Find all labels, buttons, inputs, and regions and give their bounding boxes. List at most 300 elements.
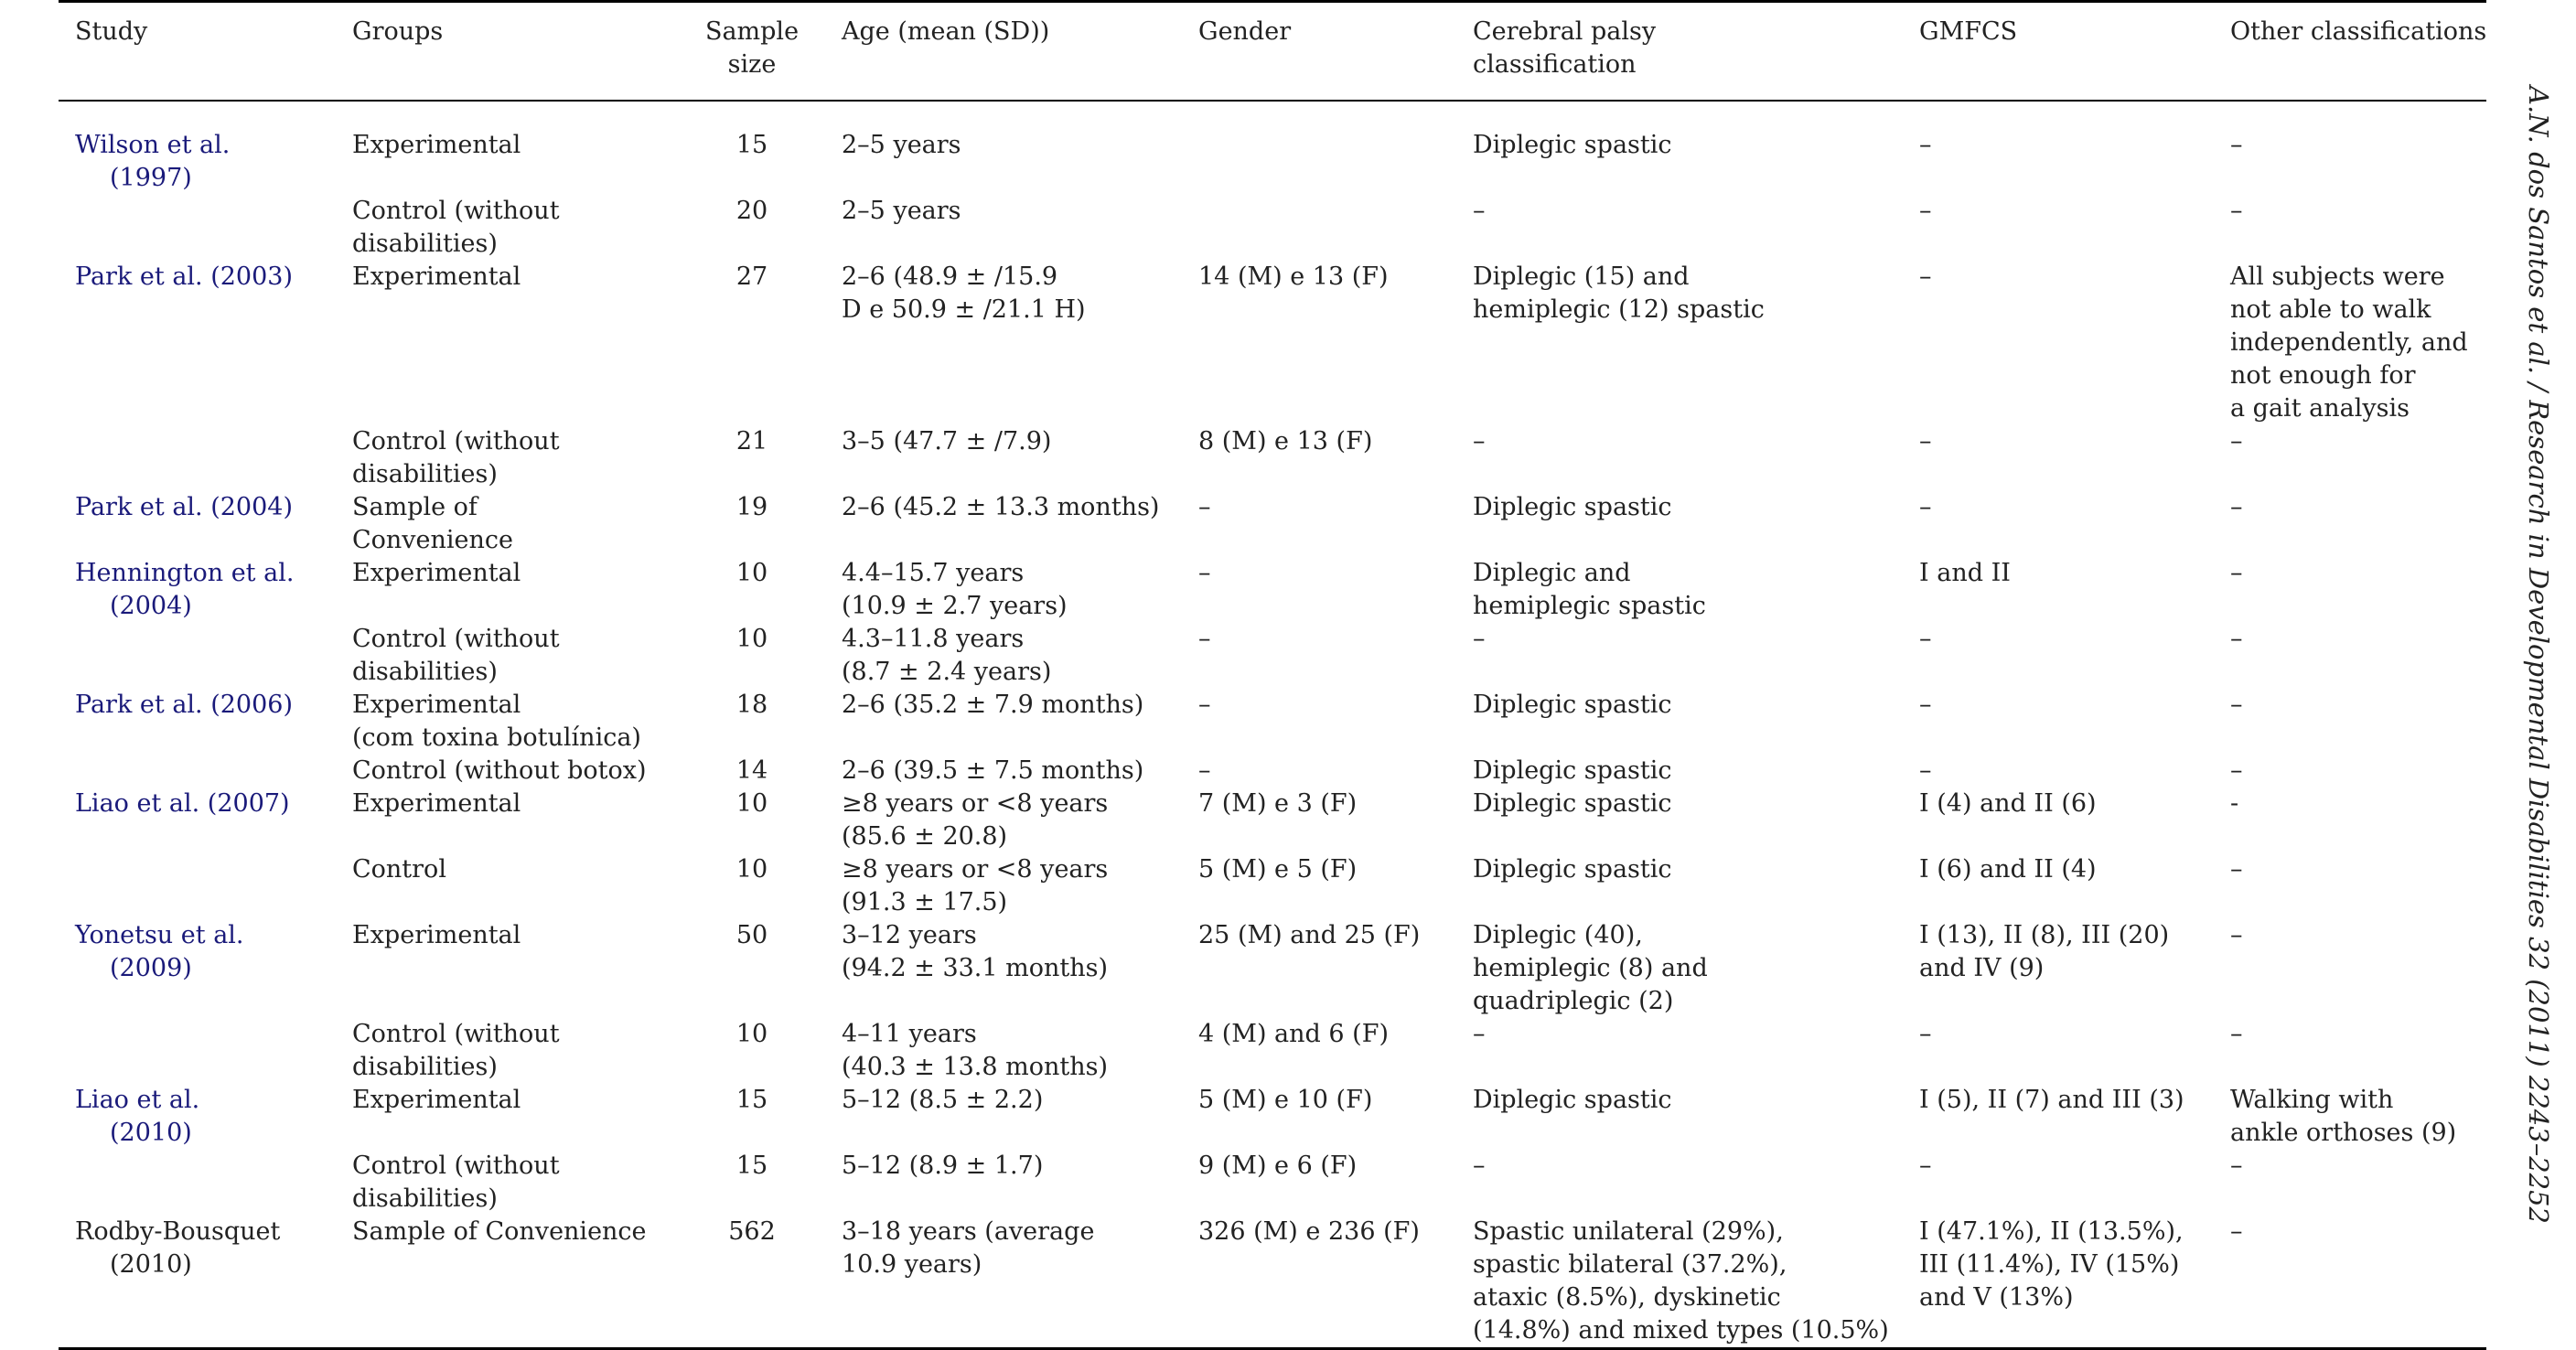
- cell-gender-line: –: [1198, 756, 1211, 785]
- cell-gmfcs-line: –: [1919, 1152, 1932, 1180]
- cell-gmfcs: [1903, 195, 2214, 261]
- cell-study: [59, 853, 336, 919]
- cell-group: [336, 491, 679, 557]
- cell-gmfcs-line: I (4) and II (6): [1919, 789, 2097, 818]
- header-gender: Gender: [1198, 17, 1292, 46]
- sample-size-value: 10: [735, 789, 768, 818]
- cell-age: [825, 195, 1182, 261]
- table-row: [59, 261, 2486, 425]
- cell-group-line: Sample of Convenience: [352, 1217, 647, 1246]
- cell-group-line: Sample of: [352, 493, 478, 521]
- table-row: [59, 1150, 2486, 1216]
- cell-gender: [1182, 689, 1456, 755]
- cell-other: [2214, 623, 2486, 689]
- cell-group-line: disabilities): [352, 460, 498, 488]
- cell-age-line: (91.3 ± 17.5): [842, 888, 1008, 916]
- cell-age-line: D e 50.9 ± /21.1 H): [842, 295, 1086, 324]
- cell-cp-classification-line: Spastic unilateral (29%),: [1473, 1217, 1784, 1246]
- cell-gmfcs-line: I (13), II (8), III (20): [1919, 921, 2170, 949]
- study-citation-link[interactable]: [75, 129, 230, 195]
- cell-cp-classification: [1456, 853, 1903, 919]
- cell-gmfcs-line: –: [1919, 262, 1932, 291]
- cell-group: [336, 1216, 679, 1349]
- header-cp-line: Cerebral palsy: [1473, 17, 1657, 46]
- cell-cp-classification-line: hemiplegic (12) spastic: [1473, 295, 1765, 324]
- sample-size-value: 10: [735, 625, 768, 653]
- cell-group-line: (com toxina botulínica): [352, 723, 641, 752]
- cell-sample-size: [679, 853, 825, 919]
- cell-cp-classification: [1456, 1150, 1903, 1216]
- cell-study[interactable]: [59, 101, 336, 195]
- cell-gmfcs-line: –: [1919, 427, 1932, 455]
- header-other-classifications: Other classifications: [2230, 17, 2487, 46]
- cell-gender: [1182, 101, 1456, 195]
- study-citation-link[interactable]: [75, 261, 293, 294]
- cell-sample-size: [679, 1216, 825, 1349]
- cell-gmfcs: [1903, 755, 2214, 788]
- sample-size-value: 18: [735, 691, 768, 719]
- study-citation-link[interactable]: [75, 1084, 199, 1150]
- cell-age: [825, 261, 1182, 425]
- sample-size-value: 19: [735, 493, 768, 521]
- cell-age-line: 2–5 years: [842, 197, 961, 225]
- cell-group-line: Control (without: [352, 197, 560, 225]
- cell-gmfcs-line: –: [1919, 197, 1932, 225]
- sample-size-value: 15: [735, 1086, 768, 1114]
- cell-age-line: (40.3 ± 13.8 months): [842, 1053, 1109, 1081]
- cell-other: [2214, 491, 2486, 557]
- cell-gender-line: 5 (M) e 5 (F): [1198, 855, 1358, 884]
- cell-cp-classification: [1456, 689, 1903, 755]
- cell-age: [825, 425, 1182, 491]
- cell-gmfcs: [1903, 853, 2214, 919]
- cell-gmfcs: [1903, 689, 2214, 755]
- cell-study[interactable]: [59, 491, 336, 557]
- table-row: [59, 755, 2486, 788]
- cell-group-line: Experimental: [352, 921, 521, 949]
- cell-gmfcs: [1903, 1216, 2214, 1349]
- cell-gmfcs-line: and V (13%): [1919, 1283, 2074, 1312]
- study-line: Park et al. (2004): [75, 493, 293, 521]
- cell-study: [59, 1150, 336, 1216]
- cell-age-line: (10.9 ± 2.7 years): [842, 592, 1068, 620]
- cell-other-line: –: [2230, 1217, 2243, 1246]
- study-line: Yonetsu et al.: [75, 921, 244, 949]
- cell-cp-classification: [1456, 623, 1903, 689]
- cell-group-line: Control (without: [352, 1020, 560, 1048]
- cell-other-line: a gait analysis: [2230, 394, 2410, 423]
- cell-study: [59, 623, 336, 689]
- cell-gmfcs-line: and IV (9): [1919, 954, 2045, 982]
- study-line: Hennington et al.: [75, 559, 295, 587]
- cell-other-line: not able to walk: [2230, 295, 2431, 324]
- cell-study[interactable]: [59, 788, 336, 853]
- cell-other-line: –: [2230, 427, 2243, 455]
- study-line: (2009): [110, 954, 192, 982]
- cell-gender-line: –: [1198, 691, 1211, 719]
- cell-gender-line: 4 (M) and 6 (F): [1198, 1020, 1389, 1048]
- cell-other-line: –: [2230, 1020, 2243, 1048]
- cell-study[interactable]: [59, 919, 336, 1018]
- study-line: Rodby-Bousquet: [75, 1217, 281, 1246]
- cell-study: [59, 195, 336, 261]
- cell-cp-classification: [1456, 919, 1903, 1018]
- cell-age-line: 4–11 years: [842, 1020, 977, 1048]
- table-row: [59, 491, 2486, 557]
- cell-age: [825, 755, 1182, 788]
- cell-other-line: not enough for: [2230, 361, 2416, 390]
- cell-other-line: –: [2230, 197, 2243, 225]
- cell-cp-classification-line: Diplegic (40),: [1473, 921, 1643, 949]
- cell-group-line: Experimental: [352, 691, 521, 719]
- cell-gender: [1182, 1216, 1456, 1349]
- cell-other-line: –: [2230, 691, 2243, 719]
- cell-other: [2214, 425, 2486, 491]
- cell-group: [336, 195, 679, 261]
- cell-sample-size: [679, 919, 825, 1018]
- table-row: [59, 557, 2486, 623]
- table-row: [59, 919, 2486, 1018]
- cell-gender: [1182, 788, 1456, 853]
- cell-sample-size: [679, 755, 825, 788]
- cell-group-line: disabilities): [352, 658, 498, 686]
- cell-gmfcs: [1903, 1084, 2214, 1150]
- cell-gmfcs-line: –: [1919, 756, 1932, 785]
- cell-group-line: Experimental: [352, 789, 521, 818]
- cell-gmfcs-line: I and II: [1919, 559, 2011, 587]
- cell-gender-line: 14 (M) e 13 (F): [1198, 262, 1389, 291]
- header-gmfcs: GMFCS: [1919, 17, 2018, 46]
- cell-sample-size: [679, 261, 825, 425]
- cell-sample-size: [679, 101, 825, 195]
- sample-size-value: 10: [735, 855, 768, 884]
- cell-group: [336, 1018, 679, 1084]
- study-line: (2010): [110, 1250, 192, 1279]
- sample-size-value: 10: [735, 559, 768, 587]
- cell-group: [336, 1150, 679, 1216]
- cell-study: [59, 755, 336, 788]
- table-row: [59, 853, 2486, 919]
- cell-cp-classification: [1456, 261, 1903, 425]
- cell-group: [336, 755, 679, 788]
- cell-cp-classification-line: –: [1473, 427, 1486, 455]
- cell-study: [59, 1018, 336, 1084]
- cell-gender-line: –: [1198, 625, 1211, 653]
- cell-group-line: Experimental: [352, 131, 521, 159]
- cell-cp-classification-line: –: [1473, 197, 1486, 225]
- cell-gmfcs: [1903, 1150, 2214, 1216]
- sample-size-value: 15: [735, 131, 768, 159]
- cell-group-line: Control (without: [352, 1152, 560, 1180]
- data-table-wrapper: [59, 0, 2486, 1350]
- table-row: [59, 101, 2486, 195]
- cell-cp-classification-line: Diplegic spastic: [1473, 131, 1672, 159]
- cell-group-line: Experimental: [352, 262, 521, 291]
- cell-gmfcs-line: I (5), II (7) and III (3): [1919, 1086, 2184, 1114]
- cell-cp-classification-line: Diplegic spastic: [1473, 691, 1672, 719]
- cell-age-line: 4.3–11.8 years: [842, 625, 1025, 653]
- cell-cp-classification-line: Diplegic spastic: [1473, 1086, 1672, 1114]
- sample-size-value: 27: [735, 262, 768, 291]
- cell-group: [336, 919, 679, 1018]
- cell-gender: [1182, 623, 1456, 689]
- cell-age: [825, 689, 1182, 755]
- cell-cp-classification-line: –: [1473, 625, 1486, 653]
- cell-age: [825, 1216, 1182, 1349]
- cell-group: [336, 1084, 679, 1150]
- sample-size-value: 20: [735, 197, 768, 225]
- cell-age-line: 3–5 (47.7 ± /7.9): [842, 427, 1052, 455]
- study-citation-link[interactable]: [75, 491, 293, 524]
- study-line: Park et al. (2003): [75, 262, 293, 291]
- cell-other-line: –: [2230, 1152, 2243, 1180]
- cell-gender: [1182, 755, 1456, 788]
- cell-group: [336, 788, 679, 853]
- study-citation: [75, 1216, 280, 1281]
- cell-other: [2214, 755, 2486, 788]
- cell-gmfcs: [1903, 491, 2214, 557]
- cell-age-line: 10.9 years): [842, 1250, 982, 1279]
- cell-sample-size: [679, 557, 825, 623]
- cell-age-line: 5–12 (8.5 ± 2.2): [842, 1086, 1044, 1114]
- cell-age: [825, 1084, 1182, 1150]
- cell-age-line: 2–6 (45.2 ± 13.3 months): [842, 493, 1160, 521]
- cell-gender: [1182, 1018, 1456, 1084]
- cell-gender-line: 7 (M) e 3 (F): [1198, 789, 1358, 818]
- cell-group-line: Control (without botox): [352, 756, 647, 785]
- cell-sample-size: [679, 1084, 825, 1150]
- cell-other: [2214, 853, 2486, 919]
- cell-age: [825, 1018, 1182, 1084]
- cell-gender-line: –: [1198, 493, 1211, 521]
- cell-cp-classification: [1456, 1084, 1903, 1150]
- cell-age-line: 2–6 (48.9 ± /15.9: [842, 262, 1058, 291]
- cell-age-line: (8.7 ± 2.4 years): [842, 658, 1052, 686]
- cell-sample-size: [679, 623, 825, 689]
- cell-cp-classification-line: hemiplegic (8) and: [1473, 954, 1708, 982]
- cell-cp-classification-line: Diplegic spastic: [1473, 756, 1672, 785]
- cell-gmfcs: [1903, 425, 2214, 491]
- cell-gmfcs: [1903, 788, 2214, 853]
- cell-gender: [1182, 557, 1456, 623]
- cell-gender: [1182, 1150, 1456, 1216]
- cell-group-line: Control (without: [352, 427, 560, 455]
- cell-cp-classification: [1456, 1018, 1903, 1084]
- sample-size-value: 21: [735, 427, 768, 455]
- cell-gender: [1182, 425, 1456, 491]
- cell-gmfcs-line: –: [1919, 493, 1932, 521]
- cell-age-line: (94.2 ± 33.1 months): [842, 954, 1109, 982]
- table-row: [59, 689, 2486, 755]
- cell-cp-classification-line: Diplegic spastic: [1473, 493, 1672, 521]
- cell-gender-line: –: [1198, 559, 1211, 587]
- cell-cp-classification-line: Diplegic spastic: [1473, 855, 1672, 884]
- sample-size-value: 50: [735, 921, 768, 949]
- cell-cp-classification-line: Diplegic spastic: [1473, 789, 1672, 818]
- cell-gmfcs-line: –: [1919, 625, 1932, 653]
- study-line: Wilson et al.: [75, 131, 231, 159]
- cell-other: [2214, 788, 2486, 853]
- cell-other-line: –: [2230, 855, 2243, 884]
- cell-group: [336, 261, 679, 425]
- cell-group: [336, 689, 679, 755]
- cell-gmfcs-line: I (47.1%), II (13.5%),: [1919, 1217, 2184, 1246]
- cell-group: [336, 101, 679, 195]
- cell-sample-size: [679, 689, 825, 755]
- sample-size-value: 15: [735, 1152, 768, 1180]
- cell-age: [825, 919, 1182, 1018]
- cell-sample-size: [679, 425, 825, 491]
- cell-study[interactable]: [59, 261, 336, 425]
- header-groups: Groups: [352, 17, 444, 46]
- cell-other: [2214, 689, 2486, 755]
- sample-size-value: 14: [735, 756, 768, 785]
- cell-cp-classification: [1456, 557, 1903, 623]
- cell-gmfcs: [1903, 623, 2214, 689]
- header-cp-line: classification: [1473, 50, 1637, 79]
- cell-other: [2214, 1150, 2486, 1216]
- cell-other: [2214, 1216, 2486, 1349]
- cell-age-line: 2–6 (35.2 ± 7.9 months): [842, 691, 1144, 719]
- cell-cp-classification-line: –: [1473, 1020, 1486, 1048]
- cell-other: [2214, 919, 2486, 1018]
- cell-gender-line: 9 (M) e 6 (F): [1198, 1152, 1358, 1180]
- study-line: (2010): [110, 1119, 192, 1147]
- cell-cp-classification-line: spastic bilateral (37.2%),: [1473, 1250, 1787, 1279]
- cell-age-line: 5–12 (8.9 ± 1.7): [842, 1152, 1044, 1180]
- cell-cp-classification: [1456, 1216, 1903, 1349]
- cell-age: [825, 788, 1182, 853]
- study-citation-link[interactable]: [75, 689, 293, 722]
- cell-other-line: –: [2230, 559, 2243, 587]
- cell-study[interactable]: [59, 689, 336, 755]
- cell-age: [825, 623, 1182, 689]
- cell-group-line: disabilities): [352, 1053, 498, 1081]
- cell-group-line: disabilities): [352, 1184, 498, 1213]
- cell-gender-line: 25 (M) and 25 (F): [1198, 921, 1421, 949]
- cell-other-line: –: [2230, 493, 2243, 521]
- header-row: [59, 2, 2486, 102]
- cell-gender: [1182, 853, 1456, 919]
- cell-gender: [1182, 261, 1456, 425]
- cell-gmfcs: [1903, 557, 2214, 623]
- journal-reference: A.N. dos Santos et al. / Research in Developmental Disabilities 32 (2011) 2243–2252: [2523, 86, 2554, 1224]
- cell-other-line: –: [2230, 756, 2243, 785]
- cell-gmfcs-line: –: [1919, 1020, 1932, 1048]
- cell-age-line: (85.6 ± 20.8): [842, 822, 1008, 851]
- cell-age-line: ≥8 years or <8 years: [842, 855, 1109, 884]
- cell-age-line: 3–12 years: [842, 921, 977, 949]
- header-age: Age (mean (SD)): [842, 17, 1050, 46]
- cell-gender: [1182, 491, 1456, 557]
- cell-cp-classification-line: (14.8%) and mixed types (10.5%): [1473, 1316, 1889, 1345]
- study-citation-link[interactable]: [75, 557, 294, 623]
- sample-size-value: 562: [728, 1217, 776, 1246]
- cell-other-line: ankle orthoses (9): [2230, 1119, 2457, 1147]
- cell-other-line: –: [2230, 625, 2243, 653]
- cell-group-line: disabilities): [352, 230, 498, 258]
- cell-cp-classification-line: quadriplegic (2): [1473, 987, 1674, 1015]
- cell-age-line: 3–18 years (average: [842, 1217, 1095, 1246]
- cell-other: [2214, 101, 2486, 195]
- cell-cp-classification: [1456, 755, 1903, 788]
- cell-cp-classification: [1456, 101, 1903, 195]
- cell-sample-size: [679, 788, 825, 853]
- cell-gmfcs-line: I (6) and II (4): [1919, 855, 2097, 884]
- cell-age-line: 4.4–15.7 years: [842, 559, 1025, 587]
- cell-study[interactable]: [59, 557, 336, 623]
- cell-gmfcs: [1903, 1018, 2214, 1084]
- cell-group-line: Convenience: [352, 526, 514, 554]
- cell-gender-line: 8 (M) e 13 (F): [1198, 427, 1373, 455]
- study-line: (2004): [110, 592, 192, 620]
- table-row: [59, 1216, 2486, 1349]
- study-line: Liao et al. (2007): [75, 789, 290, 818]
- cell-gmfcs: [1903, 261, 2214, 425]
- study-line: Liao et al.: [75, 1086, 200, 1114]
- cell-gender-line: 326 (M) e 236 (F): [1198, 1217, 1420, 1246]
- cell-age: [825, 491, 1182, 557]
- studies-table: [59, 0, 2486, 1350]
- cell-other-line: All subjects were: [2230, 262, 2445, 291]
- cell-gmfcs-line: –: [1919, 131, 1932, 159]
- cell-study[interactable]: [59, 1084, 336, 1150]
- study-citation-link[interactable]: [75, 919, 244, 985]
- cell-group-line: Control (without: [352, 625, 560, 653]
- cell-group-line: Experimental: [352, 559, 521, 587]
- cell-age-line: 2–5 years: [842, 131, 961, 159]
- study-line: Park et al. (2006): [75, 691, 293, 719]
- cell-gender: [1182, 195, 1456, 261]
- table-body: [59, 101, 2486, 1349]
- cell-sample-size: [679, 1150, 825, 1216]
- cell-cp-classification: [1456, 788, 1903, 853]
- cell-sample-size: [679, 195, 825, 261]
- cell-cp-classification-line: hemiplegic spastic: [1473, 592, 1706, 620]
- cell-other-line: independently, and: [2230, 328, 2468, 357]
- cell-cp-classification-line: Diplegic (15) and: [1473, 262, 1690, 291]
- cell-cp-classification: [1456, 491, 1903, 557]
- study-citation-link[interactable]: [75, 788, 290, 820]
- cell-other: [2214, 261, 2486, 425]
- table-row: [59, 425, 2486, 491]
- header-sample-size-line: Sample: [704, 17, 800, 46]
- cell-other-line: -: [2230, 789, 2239, 818]
- cell-group-line: Experimental: [352, 1086, 521, 1114]
- cell-other: [2214, 1018, 2486, 1084]
- table-row: [59, 1018, 2486, 1084]
- cell-sample-size: [679, 491, 825, 557]
- table-row: [59, 1084, 2486, 1150]
- cell-gmfcs: [1903, 919, 2214, 1018]
- cell-cp-classification-line: –: [1473, 1152, 1486, 1180]
- cell-age-line: 2–6 (39.5 ± 7.5 months): [842, 756, 1144, 785]
- cell-group: [336, 425, 679, 491]
- cell-other-line: Walking with: [2230, 1086, 2394, 1114]
- cell-other-line: –: [2230, 131, 2243, 159]
- cell-group: [336, 853, 679, 919]
- cell-group: [336, 557, 679, 623]
- cell-age-line: ≥8 years or <8 years: [842, 789, 1109, 818]
- sample-size-value: 10: [735, 1020, 768, 1048]
- header-study: Study: [75, 17, 148, 46]
- cell-other: [2214, 1084, 2486, 1150]
- study-line: (1997): [110, 164, 192, 192]
- cell-gmfcs-line: III (11.4%), IV (15%): [1919, 1250, 2180, 1279]
- cell-age: [825, 557, 1182, 623]
- cell-gender-line: 5 (M) e 10 (F): [1198, 1086, 1373, 1114]
- cell-age: [825, 1150, 1182, 1216]
